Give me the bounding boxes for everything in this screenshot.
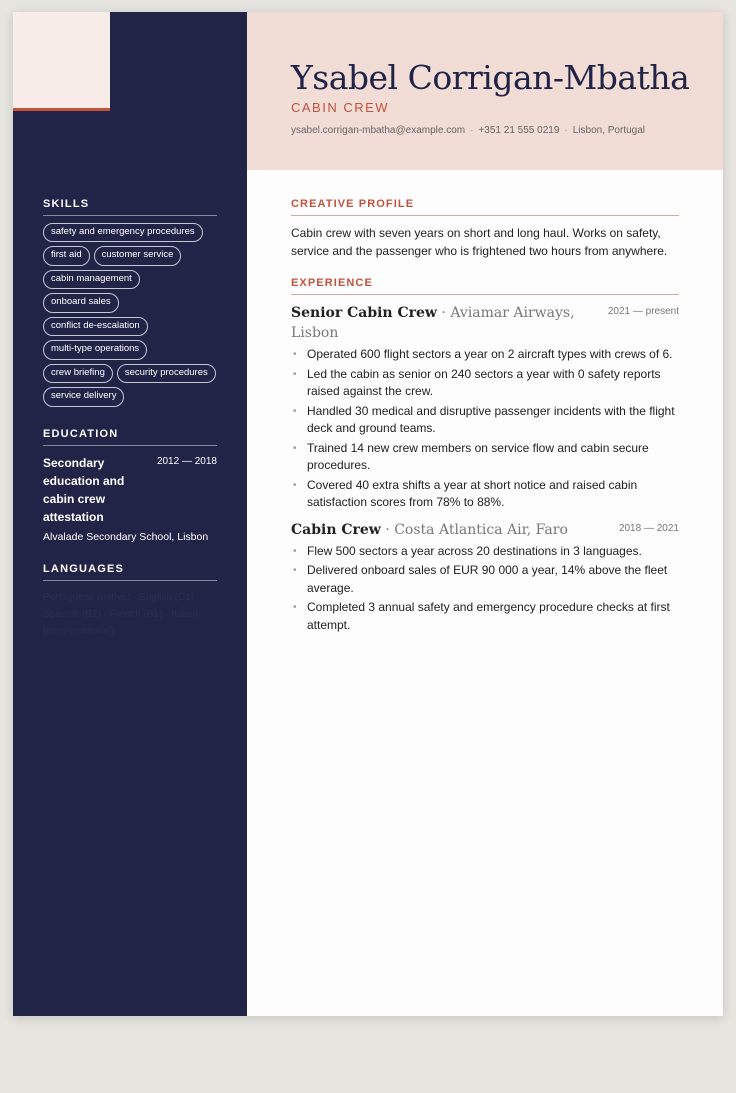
job-title: Cabin Crew bbox=[291, 521, 381, 538]
job-title-line bbox=[291, 303, 581, 343]
candidate-name: Ysabel Corrigan-Mbatha bbox=[291, 58, 690, 97]
job-bullet: • Completed 3 annual safety and emergency procedure checks at first attempt. bbox=[291, 599, 679, 634]
sidebar bbox=[13, 12, 247, 1016]
candidate-role: CABIN CREW bbox=[291, 100, 390, 115]
job-bullet: • Handled 30 medical and disruptive passenger incidents with the flight deck and ground teams. bbox=[291, 403, 679, 438]
job-header bbox=[291, 303, 679, 343]
education-title: Secondary education and cabin crew attestation bbox=[43, 455, 125, 524]
main-content bbox=[291, 198, 679, 638]
sidebar-content bbox=[43, 198, 217, 640]
education-heading: EDUCATION bbox=[43, 428, 217, 446]
job-bullet: • Covered 40 extra shifts a year at short notice and raised cabin satisfaction scores from 78% to 88%. bbox=[291, 477, 679, 512]
profile-heading: CREATIVE PROFILE bbox=[291, 198, 679, 216]
job-bullet: • Flew 500 sectors a year across 20 destinations in 3 languages. bbox=[291, 543, 679, 561]
phone-text: +351 21 555 0219 bbox=[478, 125, 560, 136]
education-entry bbox=[43, 454, 217, 526]
languages-heading: LANGUAGES bbox=[43, 563, 217, 581]
job-dates: 2021 — present bbox=[607, 306, 679, 317]
job-entry bbox=[291, 520, 679, 635]
skill-chip: crew briefing bbox=[43, 364, 113, 383]
job-title: Senior Cabin Crew bbox=[291, 305, 437, 321]
job-entry bbox=[291, 303, 679, 512]
skill-chip: safety and emergency procedures bbox=[43, 223, 203, 242]
profile-text: Cabin crew with seven years on short and long haul. Works on safety, service and the passenger who is frightened two hours from anywhere. bbox=[291, 226, 668, 258]
contact-separator: · bbox=[470, 125, 474, 136]
job-title-line bbox=[291, 520, 581, 540]
header bbox=[247, 12, 723, 170]
skill-chip: multi-type operations bbox=[43, 340, 147, 359]
job-bullet: • Operated 600 flight sectors a year on 2 aircraft types with crews of 6. bbox=[291, 346, 679, 364]
skill-chip: onboard sales bbox=[43, 293, 119, 312]
job-bullet: • Trained 14 new crew members on service flow and cabin secure procedures. bbox=[291, 440, 679, 475]
job-header bbox=[291, 520, 679, 540]
skills-heading: SKILLS bbox=[43, 198, 217, 216]
job-bullet: • Led the cabin as senior on 240 sectors a year with 0 safety reports raised against the crew. bbox=[291, 366, 679, 401]
skill-chip: conflict de-escalation bbox=[43, 317, 148, 336]
job-bullets bbox=[291, 543, 679, 635]
skill-chip: security procedures bbox=[117, 364, 216, 383]
job-bullet: • Delivered onboard sales of EUR 90 000 a year, 14% above the fleet average. bbox=[291, 562, 679, 597]
languages-text: Portuguese (native) · English (C1) · Spanish (B2) · French (B1) · Italian (conversational) bbox=[43, 591, 201, 637]
education-dates: 2012 — 2018 bbox=[156, 455, 217, 467]
contact-line bbox=[291, 125, 645, 136]
education-school: Alvalade Secondary School, Lisbon bbox=[43, 530, 209, 543]
email-link[interactable]: ysabel.corrigan-mbatha@example.com bbox=[291, 125, 466, 136]
experience-heading: EXPERIENCE bbox=[291, 277, 679, 295]
job-dates: 2018 — 2021 bbox=[618, 522, 679, 534]
skill-chip: service delivery bbox=[43, 387, 124, 406]
resume-page bbox=[13, 12, 723, 1016]
skill-chip: customer service bbox=[94, 246, 182, 265]
skill-chip: cabin management bbox=[43, 270, 140, 289]
contact-separator: · bbox=[564, 125, 568, 136]
skill-chip: first aid bbox=[43, 246, 90, 265]
location-text: Lisbon, Portugal bbox=[572, 125, 646, 136]
job-company: · Aviamar Airways, Lisbon bbox=[291, 305, 575, 341]
photo-placeholder bbox=[13, 12, 110, 111]
job-bullets bbox=[291, 346, 679, 512]
skills-list bbox=[43, 223, 217, 407]
job-company: · Costa Atlantica Air, Faro bbox=[380, 521, 568, 538]
